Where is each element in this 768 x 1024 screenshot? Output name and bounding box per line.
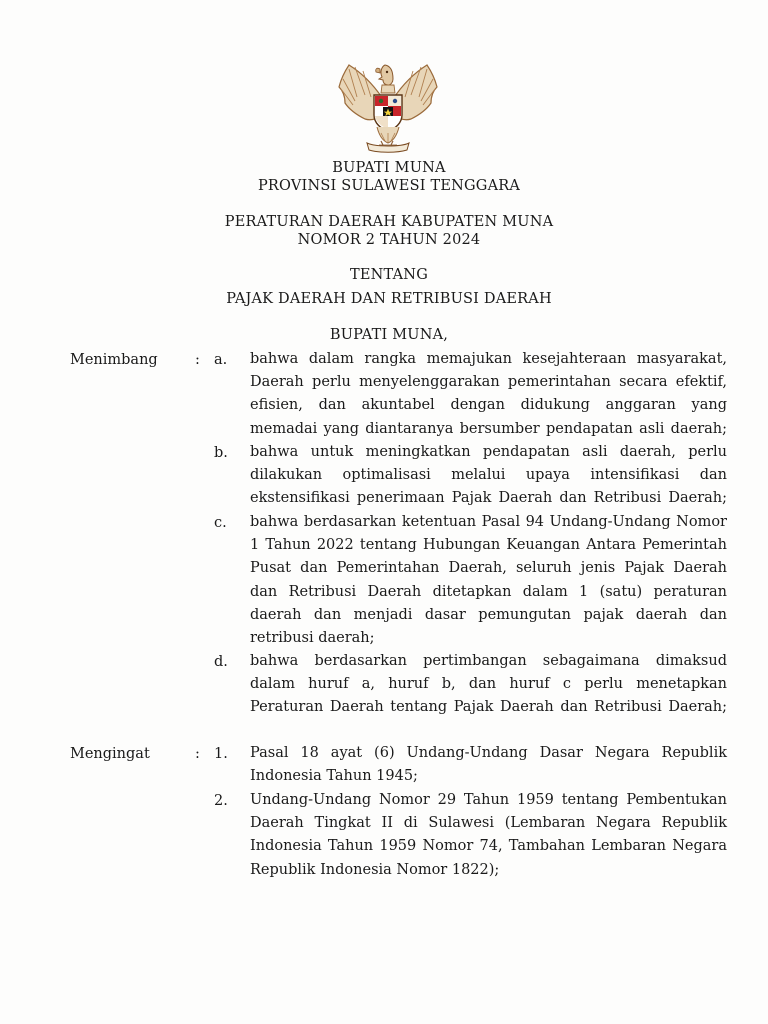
text-line: dilakukan optimalisasi melalui upaya intensifikasi dan [250, 467, 727, 484]
authority-line-2: PROVINSI SULAWESI TENGGARA [257, 178, 521, 194]
text-line: daerah dan menjadi dasar pemungutan pajak daerah dan [250, 606, 727, 623]
text-line: Daerah Tingkat II di Sulawesi (Lembaran Negara Republik [250, 815, 727, 832]
mengingat-label: Mengingat [70, 746, 150, 762]
menimbang-colon: : [195, 352, 200, 368]
regulation-subject: PAJAK DAERAH DAN RETRIBUSI DAERAH [226, 291, 552, 307]
text-line: Indonesia Tahun 1959 Nomor 74, Tambahan Lembaran Negara [250, 838, 727, 855]
text-line: efisien, dan akuntabel dengan didukung anggaran yang [250, 397, 727, 414]
text-line: Republik Indonesia Nomor 1822); [250, 861, 500, 878]
mengingat-item-1 [250, 742, 727, 788]
menimbang-item-a-marker: a. [214, 352, 228, 368]
text-line: Peraturan Daerah tentang Pajak Daerah dan Retribusi Daerah; [250, 699, 727, 716]
text-line: Pusat dan Pemerintahan Daerah, seluruh jenis Pajak Daerah [250, 560, 727, 577]
mengingat-item-2 [250, 789, 727, 882]
text-line: Indonesia Tahun 1945; [250, 768, 418, 785]
text-line: 1 Tahun 2022 tentang Hubungan Keuangan Antara Pemerintah [250, 537, 727, 554]
mengingat-item-2-marker: 2. [214, 793, 228, 809]
menimbang-item-b-marker: b. [214, 445, 228, 461]
authority-line-1: BUPATI MUNA [332, 160, 446, 176]
text-line: Pasal 18 ayat (6) Undang-Undang Dasar Negara Republik [250, 745, 727, 761]
regulation-title: PERATURAN DAERAH KABUPATEN MUNA [224, 214, 554, 230]
text-line: retribusi daerah; [250, 629, 375, 646]
menimbang-item-d-marker: d. [214, 654, 228, 670]
menimbang-item-b [250, 441, 727, 511]
text-line: memadai yang diantaranya bersumber pendapatan asli daerah; [250, 420, 727, 437]
text-line: bahwa dalam rangka memajukan kesejahteraan masyarakat, [250, 351, 727, 367]
text-line: Daerah perlu menyelenggarakan pemerintahan secara efektif, [250, 374, 727, 391]
about-label: TENTANG [350, 267, 428, 283]
menimbang-item-c [250, 511, 727, 650]
menimbang-label: Menimbang [70, 352, 158, 368]
text-line: dalam huruf a, huruf b, dan huruf c perlu menetapkan [250, 676, 727, 693]
menimbang-item-c-marker: c. [214, 515, 227, 531]
enacting-authority: BUPATI MUNA, [329, 327, 449, 343]
text-line: bahwa untuk meningkatkan pendapatan asli daerah, perlu [250, 444, 727, 460]
text-line: dan Retribusi Daerah ditetapkan dalam 1 (satu) peraturan [250, 583, 727, 600]
mengingat-item-1-marker: 1. [214, 746, 228, 762]
text-line: ekstensifikasi penerimaan Pajak Daerah dan Retribusi Daerah; [250, 490, 727, 507]
text-line: bahwa berdasarkan pertimbangan sebagaimana dimaksud [250, 653, 727, 669]
regulation-number: NOMOR 2 TAHUN 2024 [297, 232, 481, 248]
menimbang-item-a [250, 348, 727, 441]
text-line: Undang-Undang Nomor 29 Tahun 1959 tentang Pembentukan [250, 792, 727, 808]
garuda-pancasila-emblem-icon [335, 57, 441, 157]
text-line: bahwa berdasarkan ketentuan Pasal 94 Undang-Undang Nomor [250, 514, 727, 530]
mengingat-colon: : [195, 746, 200, 762]
menimbang-item-d [250, 650, 727, 720]
